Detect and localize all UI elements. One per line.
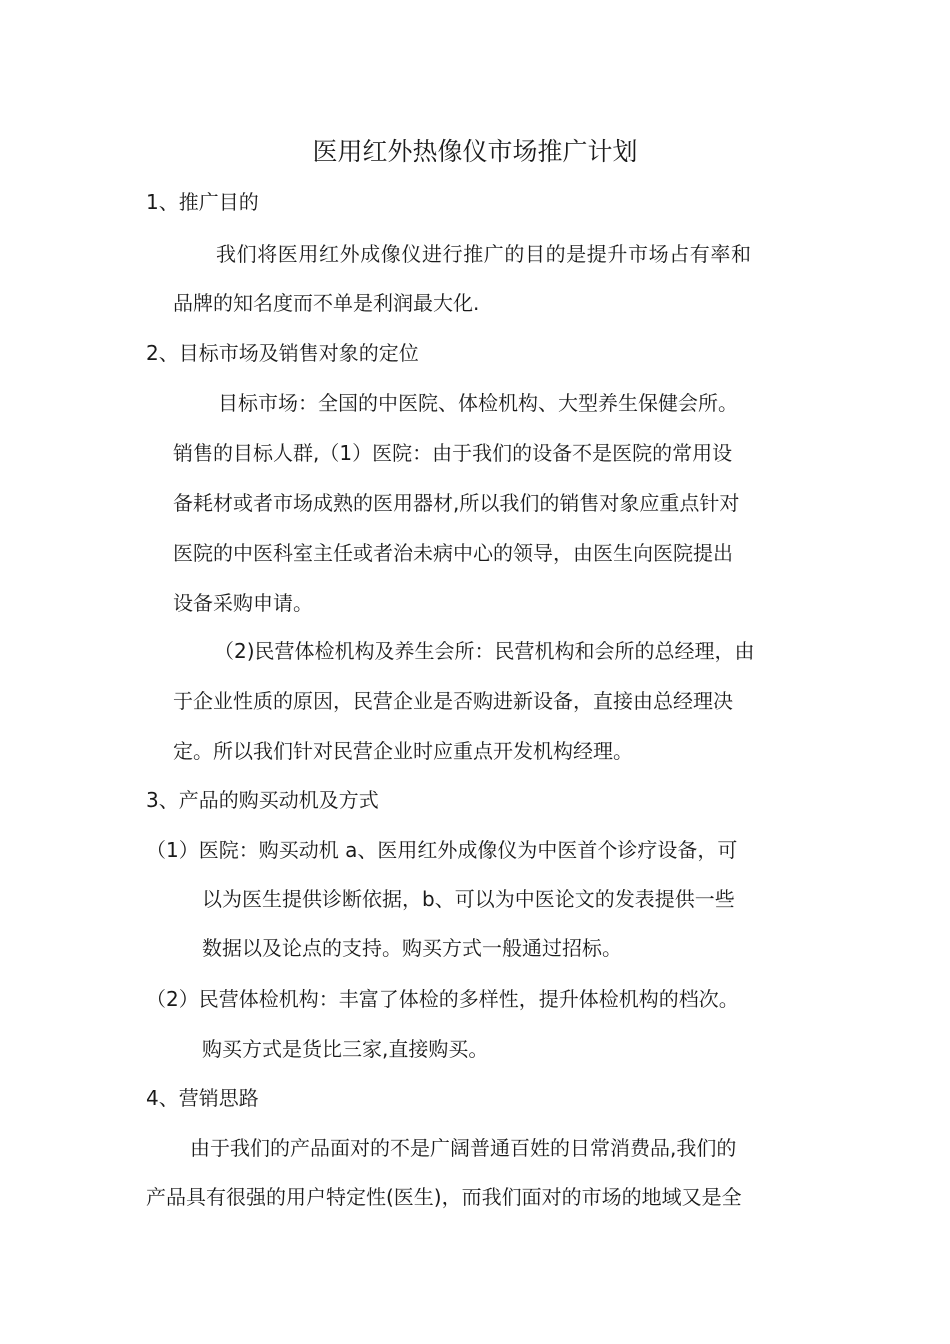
paragraph-line: 销售的目标人群,（1）医院：由于我们的设备不是医院的常用设: [173, 441, 733, 465]
list-item-line: 购买方式是货比三家,直接购买。: [202, 1037, 489, 1061]
section-heading-4: 4、营销思路: [146, 1086, 259, 1110]
paragraph-line: 产品具有很强的用户特定性(医生)，而我们面对的市场的地域又是全: [146, 1185, 742, 1209]
paragraph-line: 于企业性质的原因，民营企业是否购进新设备，直接由总经理决: [173, 689, 733, 713]
paragraph-line: 品牌的知名度而不单是利润最大化.: [173, 291, 480, 315]
paragraph-line: 设备采购申请。: [173, 591, 313, 615]
paragraph-line: （2)民营体检机构及养生会所：民营机构和会所的总经理，由: [214, 639, 755, 663]
paragraph-line: 定。所以我们针对民营企业时应重点开发机构经理。: [173, 739, 633, 763]
section-heading-2: 2、目标市场及销售对象的定位: [146, 341, 419, 365]
paragraph-line: 目标市场：全国的中医院、体检机构、大型养生保健会所。: [218, 391, 738, 415]
section-heading-1: 1、推广目的: [146, 190, 259, 214]
paragraph-line: 由于我们的产品面对的不是广阔普通百姓的日常消费品,我们的: [190, 1136, 737, 1160]
list-item-line: （1）医院：购买动机 a、医用红外成像仪为中医首个诊疗设备，可: [146, 838, 738, 862]
document-title: 医用红外热像仪市场推广计划: [312, 137, 638, 166]
list-item-line: 数据以及论点的支持。购买方式一般通过招标。: [202, 936, 622, 960]
list-item-line: （2）民营体检机构：丰富了体检的多样性，提升体检机构的档次。: [146, 987, 739, 1011]
paragraph-line: 备耗材或者市场成熟的医用器材,所以我们的销售对象应重点针对: [173, 491, 740, 515]
section-heading-3: 3、产品的购买动机及方式: [146, 788, 379, 812]
paragraph-line: 我们将医用红外成像仪进行推广的目的是提升市场占有率和: [216, 242, 752, 266]
paragraph-line: 医院的中医科室主任或者治未病中心的领导，由医生向医院提出: [173, 541, 733, 565]
list-item-line: 以为医生提供诊断依据，b、可以为中医论文的发表提供一些: [202, 887, 735, 911]
